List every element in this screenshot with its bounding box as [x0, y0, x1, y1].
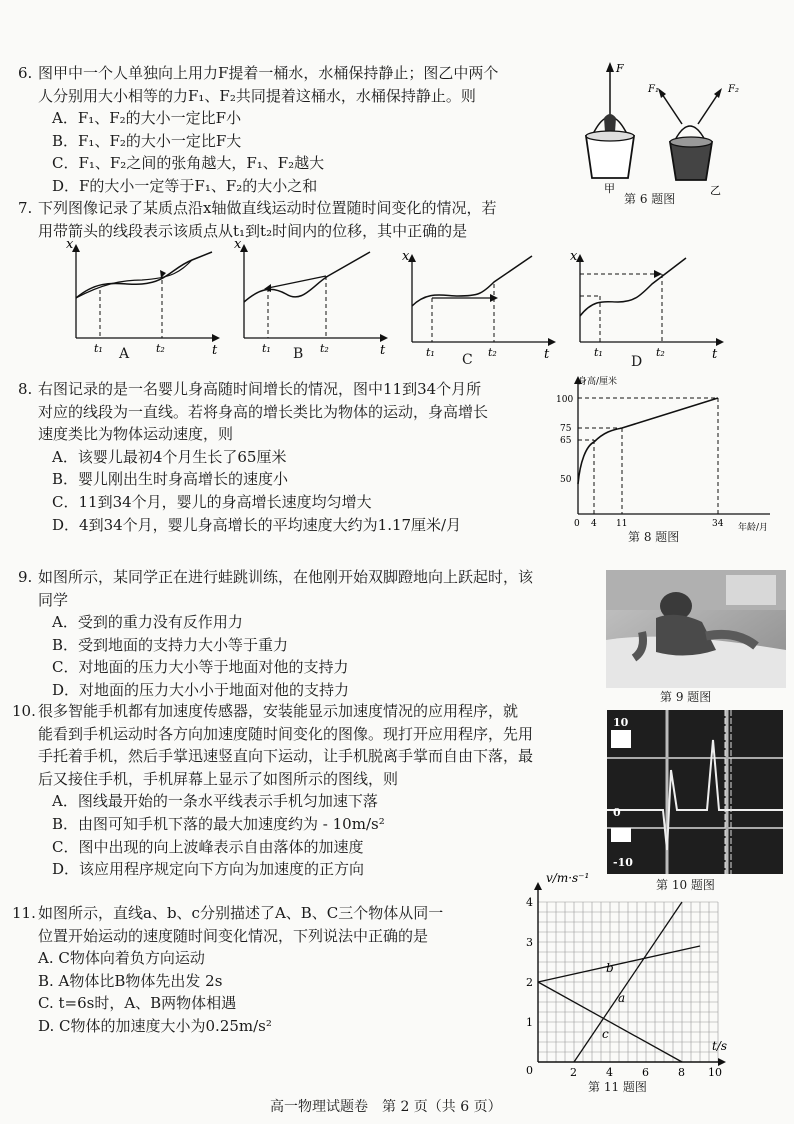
bucket-jia-icon [586, 62, 634, 178]
question-text: 右图记录的是一名婴儿身高随时间增长的情况，图中11到34个月所 [38, 380, 482, 398]
axis-t: t [712, 347, 718, 362]
axis-v-label: v/m·s⁻¹ [546, 872, 590, 885]
axis-x: x [66, 238, 74, 252]
question-number: 9. [18, 568, 33, 586]
label-line-c: c [602, 1027, 609, 1041]
figure-9-caption: 第 9 题图 [660, 690, 712, 704]
figure-8-caption: 第 8 题图 [628, 530, 680, 544]
tick-x-4: 4 [606, 1066, 613, 1079]
tick-3: 3 [526, 936, 533, 949]
figure-11 [520, 872, 730, 1082]
tick-65: 65 [560, 436, 572, 446]
question-8 [18, 378, 488, 536]
tick-x-8: 8 [678, 1066, 685, 1079]
question-number: 11. [12, 904, 36, 922]
label-yi: 乙 [710, 184, 721, 197]
question-6 [18, 62, 498, 198]
option-c: C．对地面的压力大小等于地面对他的支持力 [52, 658, 349, 677]
graph-d [566, 250, 726, 365]
label-f: F [616, 62, 624, 75]
axis-t: t [380, 343, 386, 358]
frog-jump-photo [606, 570, 786, 688]
label-10: 10 [613, 716, 629, 729]
option-d: D．该应用程序规定向下方向为加速度的正方向 [52, 860, 365, 879]
tick-4: 4 [591, 519, 597, 529]
question-text: 同学 [38, 590, 69, 609]
label-t1: t₁ [426, 346, 435, 359]
question-text: 人分别用大小相等的力F₁、F₂共同提着这桶水，水桶保持静止。则 [38, 86, 476, 105]
tick-34: 34 [712, 519, 724, 529]
option-b: B．受到地面的支持力大小等于重力 [52, 635, 289, 654]
option-b: B．由图可知手机下落的最大加速度约为 - 10m/s² [52, 814, 385, 833]
graph-b [230, 238, 390, 358]
axis-x-label: 年龄/月 [738, 523, 769, 532]
option-b: B. A物体比B物体先出发 2s [38, 971, 223, 990]
figure-8 [556, 372, 788, 532]
page-footer: 高一物理试题卷 第 2 页（共 6 页） [270, 1099, 502, 1115]
question-9 [18, 566, 533, 702]
question-text: 能看到手机运动时各方向加速度随时间变化的图像。现打开应用程序，先用 [38, 724, 534, 743]
tick-50: 50 [560, 475, 572, 485]
question-text: 如图所示，某同学正在进行蛙跳训练，在他刚开始双脚蹬地向上跃起时，该 [38, 568, 534, 586]
label-t1: t₁ [94, 342, 103, 355]
question-text: 速度类比为物体运动速度，则 [38, 425, 234, 444]
tick-x-2: 2 [570, 1066, 577, 1079]
tick-4: 4 [526, 896, 533, 909]
axis-x: x [570, 250, 578, 264]
option-a: A．F₁、F₂的大小一定比F小 [52, 109, 242, 128]
question-number: 10. [12, 702, 36, 720]
question-text: 下列图像记录了某质点沿x轴做直线运动时位置随时间变化的情况，若 [38, 199, 497, 217]
tick-11: 11 [616, 519, 628, 529]
figure-11-caption: 第 11 题图 [588, 1080, 647, 1094]
question-number: 7. [18, 199, 33, 217]
figure-6-caption: 第 6 题图 [624, 192, 676, 206]
accelerometer-screen [607, 710, 783, 874]
question-7 [18, 197, 496, 242]
question-text: 手托着手机，然后手掌迅速竖直向下运动，让手机脱离手掌而自由下落，最 [38, 747, 534, 766]
axis-t-label: t/s [712, 1039, 728, 1053]
label-t2: t₂ [656, 346, 665, 359]
label-0: 0 [613, 806, 621, 819]
option-c: C. t=6s时，A、B两物体相遇 [38, 994, 237, 1013]
question-10 [12, 700, 534, 881]
question-text: 对应的线段为一直线。若将身高的增长类比为物体的运动，身高增长 [38, 402, 489, 421]
question-text: 后又接住手机，手机屏幕上显示了如图所示的图线，则 [38, 769, 399, 788]
axis-x: x [402, 250, 410, 264]
question-11 [12, 902, 444, 1038]
question-number: 6. [18, 64, 33, 82]
question-text: 图甲中一个人单独向上用力F提着一桶水，水桶保持静止；图乙中两个 [38, 64, 499, 82]
label-t1: t₁ [262, 342, 271, 355]
axis-y-label: 身高/厘米 [578, 377, 618, 387]
option-a: A. C物体向着负方向运动 [38, 949, 205, 968]
question-text: 很多智能手机都有加速度传感器，安装能显示加速度情况的应用程序，就 [38, 702, 519, 720]
label-line-a: a [618, 991, 626, 1005]
graph-c [398, 250, 558, 365]
tick-1: 1 [526, 1016, 533, 1029]
label-t2: t₂ [320, 342, 329, 355]
question-text: 位置开始运动的速度随时间变化情况，下列说法中正确的是 [38, 926, 429, 945]
graph-c-letter: C [462, 352, 473, 368]
label-f2: F₂ [728, 84, 739, 95]
option-a: A．受到的重力没有反作用力 [52, 613, 243, 632]
label-t2: t₂ [156, 342, 165, 355]
label-jia: 甲 [604, 182, 615, 195]
label-line-b: b [606, 961, 614, 975]
graph-a [62, 238, 222, 358]
tick-0: 0 [574, 519, 580, 529]
tick-100: 100 [556, 395, 574, 405]
option-d: D．F的大小一定等于F₁、F₂的大小之和 [52, 176, 318, 195]
figure-10-caption: 第 10 题图 [656, 878, 715, 892]
label-t2: t₂ [488, 346, 497, 359]
option-a: A．该婴儿最初4个月生长了65厘米 [52, 447, 287, 466]
option-c: C．F₁、F₂之间的张角越大，F₁、F₂越大 [52, 154, 325, 173]
bucket-yi-icon [658, 88, 722, 180]
option-d: D．对地面的压力大小小于地面对他的支持力 [52, 680, 350, 699]
label-f1: F₁ [648, 84, 659, 95]
label-neg10: -10 [613, 856, 633, 869]
graph-d-letter: D [631, 354, 643, 370]
tick-x-10: 10 [708, 1066, 722, 1079]
option-b: B．婴儿刚出生时身高增长的速度小 [52, 470, 289, 489]
option-c: C．11到34个月，婴儿的身高增长速度均匀增大 [52, 492, 372, 511]
question-number: 8. [18, 380, 33, 398]
option-b: B．F₁、F₂的大小一定比F大 [52, 131, 242, 150]
option-d: D. C物体的加速度大小为0.25m/s² [38, 1016, 272, 1035]
label-t1: t₁ [594, 346, 603, 359]
option-d: D．4到34个月，婴儿身高增长的平均速度大约为1.17厘米/月 [52, 515, 462, 534]
question-text: 用带箭头的线段表示该质点从t₁到t₂时间内的位移，其中正确的是 [38, 221, 468, 240]
tick-origin: 0 [526, 1064, 533, 1077]
question-text: 如图所示，直线a、b、c分别描述了A、B、C三个物体从同一 [38, 904, 444, 922]
option-c: C．图中出现的向上波峰表示自由落体的加速度 [52, 837, 364, 856]
option-a: A．图线最开始的一条水平线表示手机匀加速下落 [52, 792, 378, 811]
tick-2: 2 [526, 976, 533, 989]
figure-6 [578, 58, 748, 208]
axis-t: t [212, 343, 218, 358]
tick-x-6: 6 [642, 1066, 649, 1079]
graph-b-letter: B [293, 346, 304, 362]
axis-t: t [544, 347, 550, 362]
graph-a-letter: A [119, 346, 130, 362]
tick-75: 75 [560, 424, 572, 434]
axis-x: x [234, 238, 242, 252]
